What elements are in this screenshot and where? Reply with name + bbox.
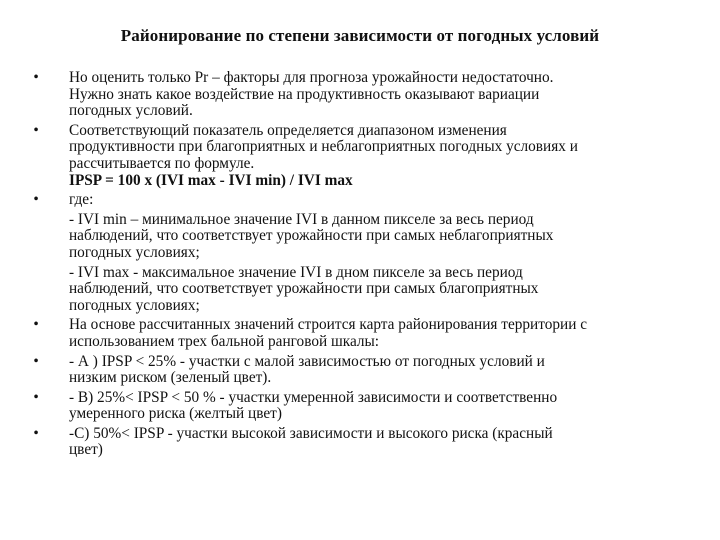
text-line: - IVI max - максимальное значение IVI в дном пикселе за весь период — [69, 263, 523, 281]
text-line: Но оценить только Pr – факторы для прогноза урожайности недостаточно. — [69, 69, 554, 86]
bullet-item — [30, 192, 700, 314]
bullet-icon: • — [33, 121, 39, 139]
text-line: низким риском (зеленый цвет). — [69, 369, 272, 387]
text-line: использованием трех бальной ранговой шкалы: — [69, 332, 380, 350]
bullet-icon: • — [33, 352, 39, 370]
text-line: -С) 50%< IPSP - участки высокой зависимости и высокого риска (красный — [69, 424, 553, 442]
bullet-item — [30, 70, 700, 120]
text-line: На основе рассчитанных значений строится карта районирования территории с — [69, 316, 588, 334]
slide-title: Районирование по степени зависимости от погодных условий — [120, 26, 600, 45]
text-line: продуктивности при благоприятных и неблагоприятных погодных условиях и — [69, 138, 578, 156]
sub-paragraph — [69, 212, 700, 262]
text-line: где: — [69, 191, 94, 209]
bullet-icon: • — [33, 191, 39, 209]
bullet-list — [30, 70, 700, 462]
bullet-icon: • — [33, 316, 39, 334]
bullet-item — [30, 123, 700, 189]
bullet-icon: • — [33, 388, 39, 406]
text-line: наблюдений, что соответствует урожайности при самых неблагоприятных — [69, 227, 554, 245]
text-line: Соответствующий показатель определяется диапазоном изменения — [69, 121, 507, 139]
bullet-item — [30, 390, 700, 423]
formula: IPSP = 100 x (IVI max - IVI min) / IVI max — [69, 171, 353, 189]
text-line: - IVI min – минимальное значение IVI в данном пикселе за весь период — [69, 210, 534, 228]
text-line: Нужно знать какое воздействие на продуктивность оказывают вариации — [69, 85, 540, 103]
text-line: умеренного риска (желтый цвет) — [69, 405, 282, 423]
text-line: рассчитывается по формуле. — [69, 154, 255, 172]
sub-paragraph — [69, 265, 700, 315]
text-line: погодных условий. — [69, 102, 193, 120]
text-line: - А ) IPSP < 25% - участки с малой зависимостью от погодных условий и — [69, 352, 545, 370]
text-line: наблюдений, что соответствует урожайности при самых благоприятных — [69, 280, 539, 298]
text-line: цвет) — [69, 441, 103, 459]
bullet-item — [30, 317, 700, 350]
bullet-item — [30, 354, 700, 387]
bullet-icon: • — [33, 69, 39, 86]
bullet-icon: • — [33, 424, 39, 442]
text-line: - В) 25%< IPSP < 50 % - участки умеренной зависимости и соответственно — [69, 388, 558, 406]
bullet-item — [30, 426, 700, 459]
text-line: погодных условиях; — [69, 296, 200, 314]
text-line: погодных условиях; — [69, 243, 200, 261]
